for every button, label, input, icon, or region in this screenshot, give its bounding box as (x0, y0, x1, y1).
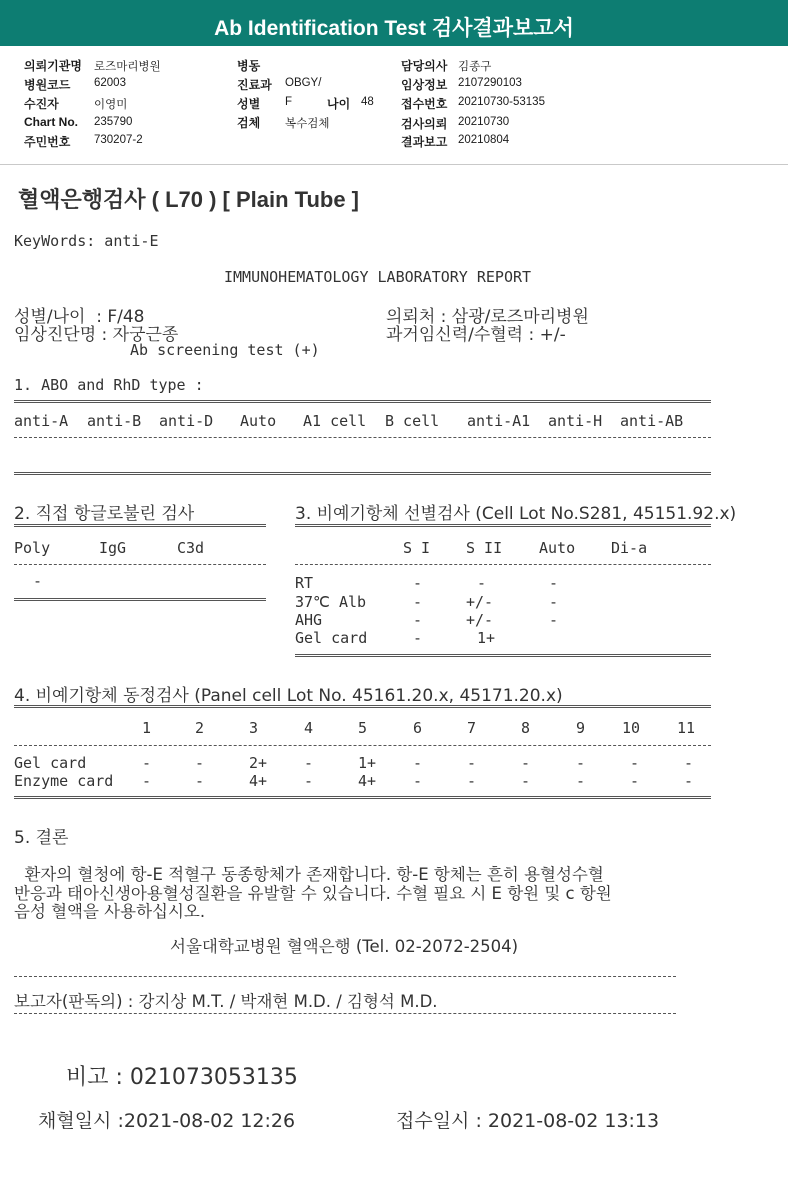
panel-col-header: 2 (195, 719, 205, 737)
panel-cell: - (467, 772, 477, 790)
screen-cell: - (413, 611, 423, 629)
screen-cell: +/- (466, 611, 494, 629)
keywords: KeyWords: anti-E (14, 232, 159, 250)
ab-screening: Ab screening test (+) (130, 341, 320, 359)
info-label: 나이 (327, 97, 351, 111)
screen-cell: +/- (466, 593, 494, 611)
panel-cell: - (195, 772, 205, 790)
reporter: 보고자(판독의) : 강지상 M.T. / 박재현 M.D. / 김형석 M.D. (14, 992, 438, 1011)
section-title: 혈액은행검사 ( L70 ) [ Plain Tube ] (18, 187, 360, 212)
clinical-diagnosis: 임상진단명 : 자궁근종 (14, 325, 179, 345)
receipt-time: 접수일시 : 2021-08-02 13:13 (396, 1110, 660, 1132)
info-label: 담당의사 (401, 59, 448, 73)
screening-section-title: 3. 비예기항체 선별검사 (Cell Lot No.S281, 45151.92.x) (295, 504, 737, 524)
panel-col-header: 7 (467, 719, 477, 737)
panel-col-header: 3 (249, 719, 259, 737)
info-label: 성별 (237, 97, 261, 111)
info-value: 김종구 (458, 61, 492, 73)
screen-row-label: 37℃ Alb (295, 593, 367, 611)
screen-cell: - (477, 574, 487, 592)
dat-col-header: Poly (14, 539, 51, 557)
rule (14, 705, 711, 708)
info-label: 병원코드 (24, 78, 71, 92)
abo-col-header: Auto (240, 412, 277, 430)
panel-cell: - (467, 754, 477, 772)
dat-col-header: C3d (177, 539, 205, 557)
screen-row-label: AHG (295, 611, 323, 629)
header-divider (0, 164, 788, 165)
screen-row-label: Gel card (295, 629, 368, 647)
abo-col-header: anti-A1 (467, 412, 531, 430)
panel-cell: 4+ (358, 772, 377, 790)
info-value: 48 (361, 96, 374, 108)
info-value: 20210804 (458, 134, 510, 146)
dat-col-header: IgG (99, 539, 127, 557)
rule (295, 524, 711, 527)
screen-col-header: S I (403, 539, 431, 557)
panel-cell: - (684, 754, 694, 772)
info-label: 임상정보 (401, 78, 448, 92)
report-title-bar (0, 0, 788, 46)
panel-cell: - (413, 772, 423, 790)
info-value: 20210730 (458, 116, 510, 128)
rule (295, 564, 711, 565)
panel-col-header: 4 (304, 719, 314, 737)
abo-col-header: anti-B (87, 412, 142, 430)
panel-section-title: 4. 비예기항체 동정검사 (Panel cell Lot No. 45161.20.x, 45171.20.x) (14, 686, 563, 706)
info-label: 결과보고 (401, 135, 448, 149)
rule (14, 976, 676, 977)
info-label: 의뢰기관명 (24, 59, 82, 73)
panel-row-label: Gel card (14, 754, 87, 772)
info-label: 검체 (237, 116, 261, 130)
info-value: 20210730-53135 (458, 96, 545, 108)
rule (14, 524, 266, 527)
rule (14, 1013, 676, 1014)
panel-row-label: Enzyme card (14, 772, 114, 790)
panel-col-header: 8 (521, 719, 531, 737)
info-value: 로즈마리병원 (94, 61, 161, 73)
conclusion-title: 5. 결론 (14, 828, 69, 848)
panel-cell: - (576, 772, 586, 790)
panel-col-header: 1 (142, 719, 152, 737)
rule (14, 400, 711, 403)
panel-cell: 1+ (358, 754, 377, 772)
screen-cell: - (549, 593, 559, 611)
info-value: F (285, 96, 293, 108)
abo-col-header: anti-A (14, 412, 69, 430)
rule (14, 437, 711, 438)
panel-cell: - (521, 772, 531, 790)
panel-col-header: 10 (622, 719, 641, 737)
info-value: OBGY/ (285, 77, 322, 89)
info-label: 주민번호 (24, 135, 71, 149)
panel-cell: - (304, 754, 314, 772)
info-label: Chart No. (24, 115, 78, 129)
screen-cell: - (549, 574, 559, 592)
hospital-contact: 서울대학교병원 혈액은행 (Tel. 02-2072-2504) (170, 937, 519, 956)
screen-col-header: S II (466, 539, 503, 557)
screen-cell: - (413, 574, 423, 592)
rule (14, 472, 711, 475)
info-label: 병동 (237, 59, 261, 73)
panel-cell: - (630, 772, 640, 790)
panel-cell: - (684, 772, 694, 790)
sex-age: 성별/나이 : F/48 (14, 307, 145, 327)
panel-cell: - (576, 754, 586, 772)
panel-cell: - (630, 754, 640, 772)
dat-section-title: 2. 직접 항글로불린 검사 (14, 504, 195, 524)
report-title: Ab Identification Test 검사결과보고서 (214, 17, 574, 40)
abo-col-header: anti-AB (620, 412, 684, 430)
abo-col-header: anti-H (548, 412, 603, 430)
info-label: 진료과 (237, 78, 272, 92)
conclusion-line: 음성 혈액을 사용하십시오. (14, 902, 206, 921)
abo-section-title: 1. ABO and RhD type : (14, 376, 204, 394)
lab-report-title: IMMUNOHEMATOLOGY LABORATORY REPORT (224, 268, 532, 286)
info-value: 235790 (94, 116, 133, 128)
panel-cell: - (521, 754, 531, 772)
info-value: 복수검체 (285, 118, 330, 130)
panel-cell: - (304, 772, 314, 790)
panel-cell: - (142, 754, 152, 772)
panel-cell: 4+ (249, 772, 268, 790)
referrer: 의뢰처 : 삼광/로즈마리병원 (386, 307, 589, 327)
panel-cell: - (413, 754, 423, 772)
rule (14, 745, 711, 746)
panel-col-header: 9 (576, 719, 586, 737)
panel-cell: - (142, 772, 152, 790)
abo-col-header: A1 cell (303, 412, 367, 430)
screen-row-label: RT (295, 574, 314, 592)
info-value: 730207-2 (94, 134, 143, 146)
screen-cell: 1+ (477, 629, 496, 647)
panel-cell: 2+ (249, 754, 268, 772)
transfusion-history: 과거임신력/수혈력 : +/- (386, 325, 566, 345)
collection-time: 채혈일시 :2021-08-02 12:26 (38, 1110, 296, 1132)
info-label: 수진자 (24, 97, 59, 111)
note: 비고 : 021073053135 (66, 1065, 298, 1090)
dat-value: - (33, 572, 43, 590)
abo-col-header: anti-D (159, 412, 214, 430)
info-value: 2107290103 (458, 77, 522, 89)
panel-cell: - (195, 754, 205, 772)
panel-col-header: 11 (677, 719, 696, 737)
screen-cell: - (413, 629, 423, 647)
screen-cell: - (413, 593, 423, 611)
rule (14, 598, 266, 601)
rule (14, 796, 711, 799)
panel-col-header: 6 (413, 719, 423, 737)
screen-cell: - (549, 611, 559, 629)
conclusion-line: 환자의 혈청에 항-E 적혈구 동종항체가 존재합니다. 항-E 항체는 흔히 용혈성수혈 (14, 865, 604, 884)
info-value: 62003 (94, 77, 126, 89)
info-label: 검사의뢰 (401, 117, 448, 131)
conclusion-line: 반응과 태아신생아용혈성질환을 유발할 수 있습니다. 수혈 필요 시 E 항원 및 c 항원 (14, 884, 612, 903)
abo-col-header: B cell (385, 412, 440, 430)
screen-col-header: Auto (539, 539, 576, 557)
rule (14, 564, 266, 565)
info-value: 이영미 (94, 99, 128, 111)
panel-col-header: 5 (358, 719, 368, 737)
screen-col-header: Di-a (611, 539, 648, 557)
info-label: 접수번호 (401, 97, 448, 111)
rule (295, 654, 711, 657)
